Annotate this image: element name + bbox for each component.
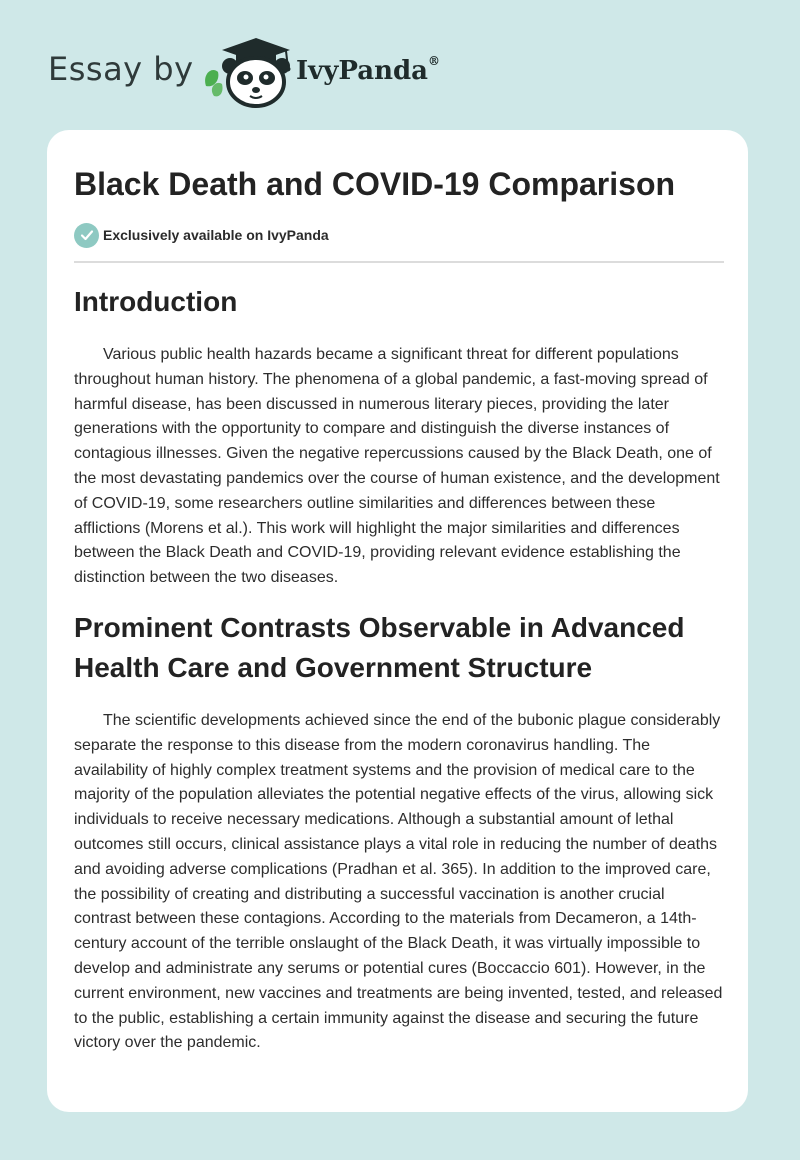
paragraph-introduction: Various public health hazards became a significant threat for different populations throughout human history. The phenomena of a global pandemic, a fast-moving spread of harmful disease, has been discussed in numerous literary pieces, providing the later generations with the opportunity to compare and distinguish the diverse instances of contagious illnesses. Given the negative repercussions caused by the Black Death, one of the most devastating pandemics over the course of human existence, and the development of COVID-19, some researchers outline similarities and differences between these afflictions (Morens et al.). This work will highlight the major similarities and differences between the Black Death and COVID-19, providing relevant evidence establishing the distinction between the two diseases. (74, 346, 720, 587)
checkmark-icon (74, 223, 99, 248)
site-header (0, 0, 800, 130)
panda-graduate-logo-icon (200, 36, 296, 108)
article-card (47, 130, 748, 1112)
essay-by-label: Essay by (48, 50, 194, 88)
section-heading-introduction: Introduction (74, 286, 238, 317)
registered-mark: ® (428, 54, 441, 69)
paragraph-contrasts: The scientific developments achieved since the end of the bubonic plague considerably separate the response to this disease from the modern coronavirus handling. The availability of highly complex treatment systems and the provision of medical care to the majority of the population alleviates the potential negative effects of the virus, allowing sick individuals to receive necessary medications. Although a substantial amount of lethal outcomes still occurs, clinical assistance plays a vital role in reducing the number of deaths and avoiding adverse complications (Pradhan et al. 365). In addition to the improved care, the possibility of creating and distributing a successful vaccination is another crucial contrast between these contagions. According to the materials from Decameron, a 14th-century account of the terrible onslaught of the Black Death, it was virtually impossible to develop and administrate any serums or potential cures (Boccaccio 601). However, in the current environment, new vaccines and treatments are being invented, tested, and released to the public, establishing a certain immunity against the disease and securing the future victory over the pandemic. (74, 712, 723, 1052)
page-title: Black Death and COVID-19 Comparison (74, 166, 676, 202)
exclusive-badge (74, 222, 329, 248)
divider (74, 261, 724, 263)
section-heading-contrasts: Prominent Contrasts Observable in Advanced Health Care and Government Structure (74, 612, 685, 683)
brand-name: IvyPanda® (296, 54, 441, 86)
badge-label: Exclusively available on IvyPanda (103, 227, 329, 243)
